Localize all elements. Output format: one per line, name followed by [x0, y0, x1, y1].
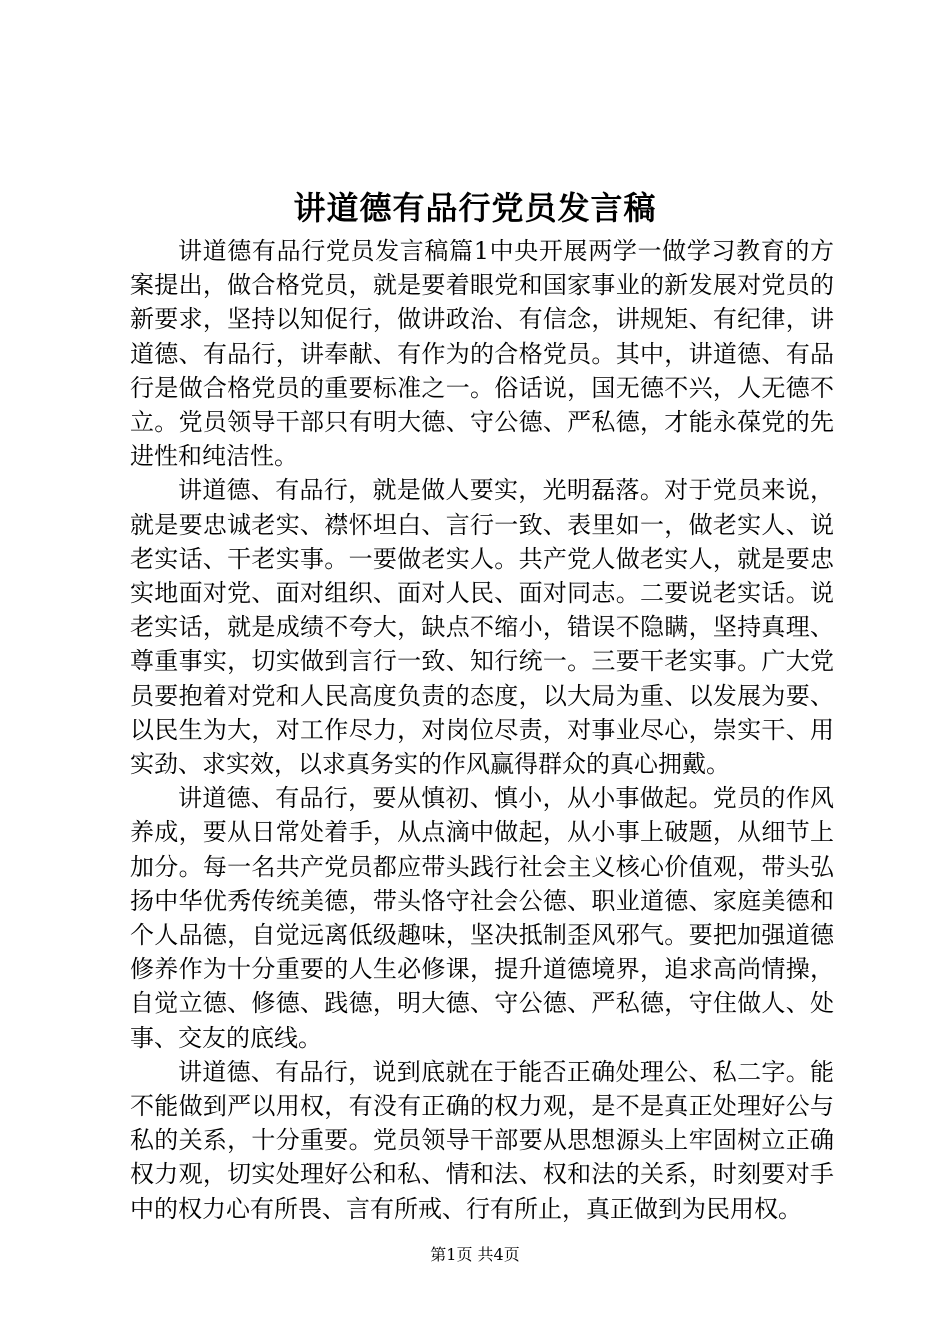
paragraph: 讲道德、有品行，要从慎初、慎小，从小事做起。党员的作风养成，要从日常处着手，从点滴中做起，从小事上破题，从细节上加分。每一名共产党员都应带头践行社会主义核心价值观，带头弘扬中华优秀传统美德，带头恪守社会公德、职业道德、家庭美德和个人品德，自觉远离低级趣味，坚决抵制歪风邪气。要把加强道德修养作为十分重要的人生必修课，提升道德境界，追求高尚情操，自觉立德、修德、践德，明大德、守公德、严私德，守住做人、处事、交友的底线。: [130, 784, 834, 1052]
paragraph: 讲道德有品行党员发言稿篇1中央开展两学一做学习教育的方案提出，做合格党员，就是要着眼党和国家事业的新发展对党员的新要求，坚持以知促行，做讲政治、有信念，讲规矩、有纪律，讲道德、有品行，讲奉献、有作为的合格党员。其中，讲道德、有品行是做合格党员的重要标准之一。俗话说，国无德不兴，人无德不立。党员领导干部只有明大德、守公德、严私德，才能永葆党的先进性和纯洁性。: [130, 237, 834, 471]
page-number-footer: 第1页 共4页: [430, 1245, 520, 1264]
paragraph: 讲道德、有品行，就是做人要实，光明磊落。对于党员来说，就是要忠诚老实、襟怀坦白、言行一致、表里如一，做老实人、说老实话、干老实事。一要做老实人。共产党人做老实人，就是要忠实地面对党、面对组织、面对人民、面对同志。二要说老实话。说老实话，就是成绩不夸大，缺点不缩小，错误不隐瞒，坚持真理、尊重事实，切实做到言行一致、知行统一。三要干老实事。广大党员要抱着对党和人民高度负责的态度，以大局为重、以发展为要、以民生为大，对工作尽力，对岗位尽责，对事业尽心，崇实干、用实劲、求实效，以求真务实的作风赢得群众的真心拥戴。: [130, 476, 834, 779]
document-title: 讲道德有品行党员发言稿: [293, 189, 657, 227]
paragraph: 讲道德、有品行，说到底就在于能否正确处理公、私二字。能不能做到严以用权，有没有正确的权力观，是不是真正处理好公与私的关系，十分重要。党员领导干部要从思想源头上牢固树立正确权力观，切实处理好公和私、情和法、权和法的关系，时刻要对手中的权力心有所畏、言有所戒、行有所止，真正做到为民用权。: [130, 1057, 834, 1223]
document-body: [130, 234, 834, 1226]
